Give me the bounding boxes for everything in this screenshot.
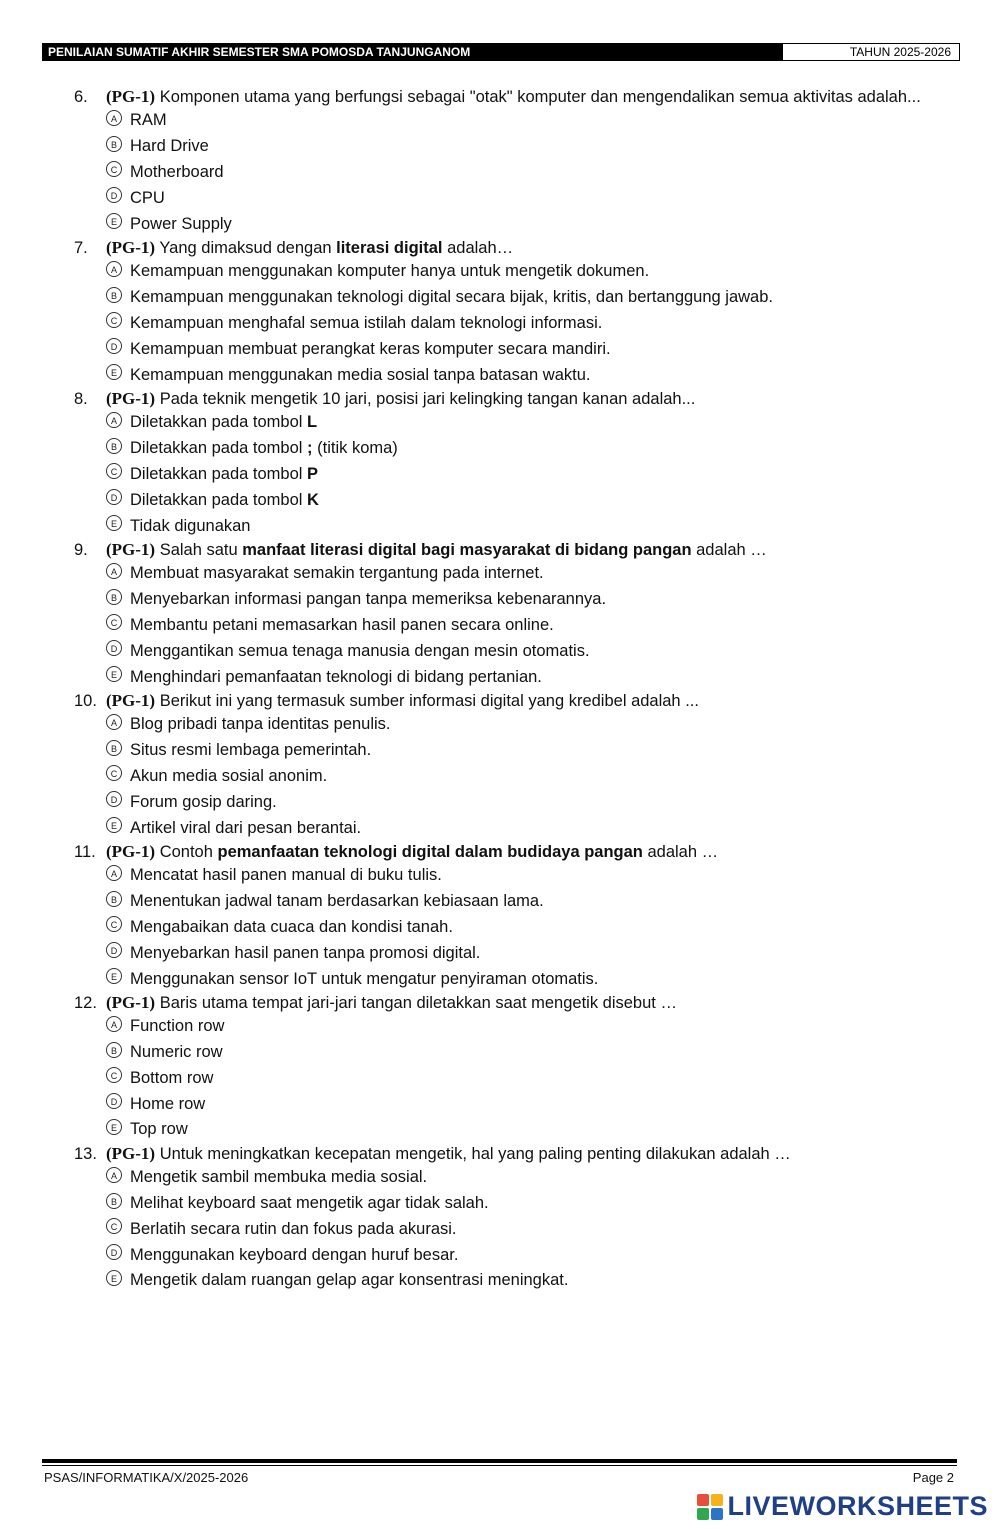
option-radio-icon[interactable]: C xyxy=(106,765,122,781)
option-text: Kemampuan menggunakan teknologi digital secara bijak, kritis, dan bertanggung jawab. xyxy=(130,288,773,307)
answer-option-b[interactable] xyxy=(106,285,964,311)
option-radio-icon[interactable]: D xyxy=(106,640,122,656)
question-text xyxy=(106,539,964,561)
option-radio-icon[interactable]: D xyxy=(106,187,122,203)
answer-option-c[interactable] xyxy=(106,764,964,790)
option-radio-icon[interactable]: E xyxy=(106,968,122,984)
option-text: Menggunakan sensor IoT untuk mengatur penyiraman otomatis. xyxy=(130,969,599,988)
question xyxy=(74,237,964,388)
option-text: Diletakkan pada tombol xyxy=(130,439,308,458)
logo-tile xyxy=(711,1508,723,1520)
question-number: 13. xyxy=(74,1144,97,1163)
question-number: 9. xyxy=(74,540,88,559)
option-text: Blog pribadi tanpa identitas penulis. xyxy=(130,715,391,734)
option-text: Menghindari pemanfaatan teknologi di bidang pertanian. xyxy=(130,667,542,686)
answer-option-b[interactable] xyxy=(106,889,964,915)
question-text-part: Berikut ini yang termasuk sumber informasi digital yang kredibel adalah ... xyxy=(159,691,699,710)
brand-icon xyxy=(697,1494,723,1520)
option-text: Diletakkan pada tombol xyxy=(130,464,308,483)
footer-code: PSAS/INFORMATIKA/X/2025-2026 xyxy=(44,1470,249,1485)
option-key: K xyxy=(307,490,319,509)
answer-option-b[interactable] xyxy=(106,134,964,160)
question-stem xyxy=(74,539,964,561)
option-radio-icon[interactable]: D xyxy=(106,1093,122,1109)
question-tag: (PG-1) xyxy=(106,237,156,257)
question-number: 11. xyxy=(74,842,96,861)
option-radio-icon[interactable]: E xyxy=(106,213,122,229)
option-text: Berlatih secara rutin dan fokus pada akurasi. xyxy=(130,1219,457,1238)
answer-option-e[interactable] xyxy=(106,664,964,690)
option-text: Mencatat hasil panen manual di buku tulis. xyxy=(130,866,442,885)
answer-option-c[interactable] xyxy=(106,1216,964,1242)
question-tag: (PG-1) xyxy=(106,1143,156,1163)
option-text: Artikel viral dari pesan berantai. xyxy=(130,818,362,837)
option-radio-icon[interactable]: B xyxy=(106,136,122,152)
answer-option-c[interactable] xyxy=(106,915,964,941)
option-radio-icon[interactable]: E xyxy=(106,515,122,531)
question-tag: (PG-1) xyxy=(106,690,156,710)
option-radio-icon[interactable]: E xyxy=(106,1119,122,1135)
answer-option-e[interactable] xyxy=(106,1268,964,1294)
question xyxy=(74,1143,964,1294)
page-number: Page 2 xyxy=(912,1470,954,1485)
option-radio-icon[interactable]: A xyxy=(106,261,122,277)
question-tag: (PG-1) xyxy=(106,388,156,408)
question xyxy=(74,690,964,841)
question-number: 6. xyxy=(74,88,88,106)
option-radio-icon[interactable]: B xyxy=(106,287,122,303)
question-text xyxy=(106,237,964,259)
option-radio-icon[interactable]: B xyxy=(106,740,122,756)
option-text: Numeric row xyxy=(130,1043,223,1062)
option-radio-icon[interactable]: A xyxy=(106,1016,122,1032)
option-text: Bottom row xyxy=(130,1068,214,1087)
brand-name: LIVEWORKSHEETS xyxy=(727,1491,988,1521)
logo-tile xyxy=(697,1494,709,1506)
liveworksheets-logo xyxy=(697,1491,988,1522)
question-text-part: adalah … xyxy=(642,842,719,861)
question-emphasis: pemanfaatan teknologi digital dalam budidaya pangan xyxy=(217,842,643,861)
option-radio-icon[interactable]: D xyxy=(106,791,122,807)
question-number: 7. xyxy=(74,238,88,257)
question-stem xyxy=(74,1143,964,1165)
option-text: Menyebarkan hasil panen tanpa promosi digital. xyxy=(130,943,481,962)
question-number: 8. xyxy=(74,389,88,408)
question-text xyxy=(106,841,964,863)
answer-option-d[interactable] xyxy=(106,185,964,211)
answer-option-e[interactable] xyxy=(106,362,964,388)
question-list xyxy=(74,86,964,1294)
question-stem xyxy=(74,690,964,712)
option-key: P xyxy=(307,464,319,483)
answer-option-a[interactable] xyxy=(106,410,964,436)
option-radio-icon[interactable]: E xyxy=(106,817,122,833)
option-text: Power Supply xyxy=(130,214,232,233)
option-radio-icon[interactable]: A xyxy=(106,714,122,730)
option-text: Membantu petani memasarkan hasil panen secara online. xyxy=(130,615,554,634)
question-tag: (PG-1) xyxy=(106,539,156,559)
question-stem xyxy=(74,992,964,1014)
answer-option-c[interactable] xyxy=(106,160,964,186)
question xyxy=(74,388,964,539)
answer-option-a[interactable] xyxy=(106,561,964,587)
option-text: Menggantikan semua tenaga manusia dengan mesin otomatis. xyxy=(130,641,590,660)
option-radio-icon[interactable]: D xyxy=(106,489,122,505)
question-text xyxy=(106,388,964,410)
option-text: Akun media sosial anonim. xyxy=(130,766,328,785)
answer-option-b[interactable] xyxy=(106,587,964,613)
question-stem xyxy=(74,388,964,410)
option-radio-icon[interactable]: E xyxy=(106,1270,122,1286)
option-text: Menyebarkan informasi pangan tanpa memeriksa kebenarannya. xyxy=(130,590,607,609)
option-text: Kemampuan membuat perangkat keras komputer secara mandiri. xyxy=(130,339,611,358)
answer-option-d[interactable] xyxy=(106,1091,964,1117)
option-text: Home row xyxy=(130,1094,206,1113)
option-text: Melihat keyboard saat mengetik agar tidak salah. xyxy=(130,1194,489,1213)
question-text-part: Baris utama tempat jari-jari tangan diletakkan saat mengetik disebut … xyxy=(159,993,677,1012)
option-radio-icon[interactable]: C xyxy=(106,916,122,932)
footer-rule xyxy=(42,1459,957,1466)
answer-option-c[interactable] xyxy=(106,311,964,337)
option-radio-icon[interactable]: C xyxy=(106,1218,122,1234)
logo-tile xyxy=(697,1508,709,1520)
option-text: Kemampuan menggunakan komputer hanya untuk mengetik dokumen. xyxy=(130,262,650,281)
answer-option-b[interactable] xyxy=(106,1191,964,1217)
question-text-part: adalah… xyxy=(442,238,514,257)
answer-option-a[interactable] xyxy=(106,1014,964,1040)
option-text: Kemampuan menggunakan media sosial tanpa batasan waktu. xyxy=(130,365,591,384)
question-emphasis: literasi digital xyxy=(336,238,443,257)
answer-option-d[interactable] xyxy=(106,1242,964,1268)
option-radio-icon[interactable]: A xyxy=(106,865,122,881)
answer-option-d[interactable] xyxy=(106,638,964,664)
option-key: L xyxy=(307,413,318,432)
answer-option-d[interactable] xyxy=(106,789,964,815)
exam-year: TAHUN 2025-2026 xyxy=(782,43,960,61)
question-text-part: Salah satu xyxy=(159,540,243,559)
option-radio-icon[interactable]: D xyxy=(106,942,122,958)
question-tag: (PG-1) xyxy=(106,87,156,106)
option-radio-icon[interactable]: C xyxy=(106,463,122,479)
question xyxy=(74,992,964,1143)
option-text: Motherboard xyxy=(130,162,224,181)
option-text: Forum gosip daring. xyxy=(130,792,277,811)
question-text-part: adalah … xyxy=(691,540,767,559)
option-radio-icon[interactable]: A xyxy=(106,563,122,579)
option-text: Tidak digunakan xyxy=(130,516,251,535)
answer-option-d[interactable] xyxy=(106,336,964,362)
option-radio-icon[interactable]: D xyxy=(106,338,122,354)
option-text: Diletakkan pada tombol xyxy=(130,490,308,509)
question-text-part: Pada teknik mengetik 10 jari, posisi jari kelingking tangan kanan adalah... xyxy=(159,389,696,408)
answer-option-c[interactable] xyxy=(106,1066,964,1092)
question-text-part: Contoh xyxy=(159,842,218,861)
exam-title: PENILAIAN SUMATIF AKHIR SEMESTER SMA POMOSDA TANJUNGANOM xyxy=(42,43,782,61)
answer-option-e[interactable] xyxy=(106,966,964,992)
question-text xyxy=(106,992,964,1014)
option-text: CPU xyxy=(130,188,165,207)
answer-option-a[interactable] xyxy=(106,712,964,738)
answer-option-a[interactable] xyxy=(106,1165,964,1191)
page-header xyxy=(42,43,960,61)
answer-option-e[interactable] xyxy=(106,815,964,841)
answer-option-b[interactable] xyxy=(106,1040,964,1066)
question xyxy=(74,841,964,992)
option-radio-icon[interactable]: C xyxy=(106,161,122,177)
question-number: 12. xyxy=(74,993,97,1012)
question-tag: (PG-1) xyxy=(106,992,156,1012)
option-radio-icon[interactable]: E xyxy=(106,666,122,682)
option-text: Mengabaikan data cuaca dan kondisi tanah. xyxy=(130,917,453,936)
question-text xyxy=(106,86,964,108)
question-stem xyxy=(74,86,964,108)
option-radio-icon[interactable]: B xyxy=(106,891,122,907)
option-radio-icon[interactable]: B xyxy=(106,438,122,454)
option-text: Top row xyxy=(130,1120,188,1139)
question-emphasis: manfaat literasi digital bagi masyarakat di bidang pangan xyxy=(242,540,692,559)
option-text: Menggunakan keyboard dengan huruf besar. xyxy=(130,1245,459,1264)
option-radio-icon[interactable]: B xyxy=(106,1042,122,1058)
answer-option-d[interactable] xyxy=(106,940,964,966)
option-text: Kemampuan menghafal semua istilah dalam teknologi informasi. xyxy=(130,313,603,332)
answer-option-b[interactable] xyxy=(106,738,964,764)
answer-option-c[interactable] xyxy=(106,613,964,639)
question-text-part: Yang dimaksud dengan xyxy=(159,238,337,257)
answer-option-c[interactable] xyxy=(106,462,964,488)
option-key: ; xyxy=(307,439,313,458)
answer-option-a[interactable] xyxy=(106,863,964,889)
question xyxy=(74,86,964,237)
question-text xyxy=(106,690,964,712)
option-radio-icon[interactable]: C xyxy=(106,1067,122,1083)
option-radio-icon[interactable]: D xyxy=(106,1244,122,1260)
question-stem xyxy=(74,237,964,259)
option-text-suffix: (titik koma) xyxy=(312,439,398,458)
answer-option-d[interactable] xyxy=(106,487,964,513)
option-text: Mengetik sambil membuka media sosial. xyxy=(130,1168,428,1187)
option-text: Function row xyxy=(130,1017,225,1036)
option-radio-icon[interactable]: A xyxy=(106,412,122,428)
option-text: RAM xyxy=(130,111,167,130)
option-text: Membuat masyarakat semakin tergantung pada internet. xyxy=(130,564,544,583)
option-text: Hard Drive xyxy=(130,137,209,156)
option-text: Situs resmi lembaga pemerintah. xyxy=(130,741,372,760)
logo-tile xyxy=(711,1494,723,1506)
option-radio-icon[interactable]: C xyxy=(106,312,122,328)
answer-option-b[interactable] xyxy=(106,436,964,462)
question-text xyxy=(106,1143,964,1165)
question-stem xyxy=(74,841,964,863)
option-radio-icon[interactable]: A xyxy=(106,1167,122,1183)
option-radio-icon[interactable]: B xyxy=(106,1193,122,1209)
answer-option-e[interactable] xyxy=(106,1117,964,1143)
option-radio-icon[interactable]: C xyxy=(106,614,122,630)
option-text: Mengetik dalam ruangan gelap agar konsentrasi meningkat. xyxy=(130,1271,569,1290)
option-text: Menentukan jadwal tanam berdasarkan kebiasaan lama. xyxy=(130,892,544,911)
option-text: Diletakkan pada tombol xyxy=(130,413,308,432)
option-radio-icon[interactable]: B xyxy=(106,589,122,605)
answer-option-e[interactable] xyxy=(106,513,964,539)
question-text-part: Untuk meningkatkan kecepatan mengetik, hal yang paling penting dilakukan adalah … xyxy=(159,1144,791,1163)
option-radio-icon[interactable]: E xyxy=(106,364,122,380)
option-radio-icon[interactable]: A xyxy=(106,110,122,126)
question-text-part: Komponen utama yang berfungsi sebagai "otak" komputer dan mengendalikan semua aktivitas adalah... xyxy=(159,88,921,106)
question xyxy=(74,539,964,690)
answer-option-e[interactable] xyxy=(106,211,964,237)
question-tag: (PG-1) xyxy=(106,841,156,861)
answer-option-a[interactable] xyxy=(106,108,964,134)
question-number: 10. xyxy=(74,691,97,710)
answer-option-a[interactable] xyxy=(106,259,964,285)
